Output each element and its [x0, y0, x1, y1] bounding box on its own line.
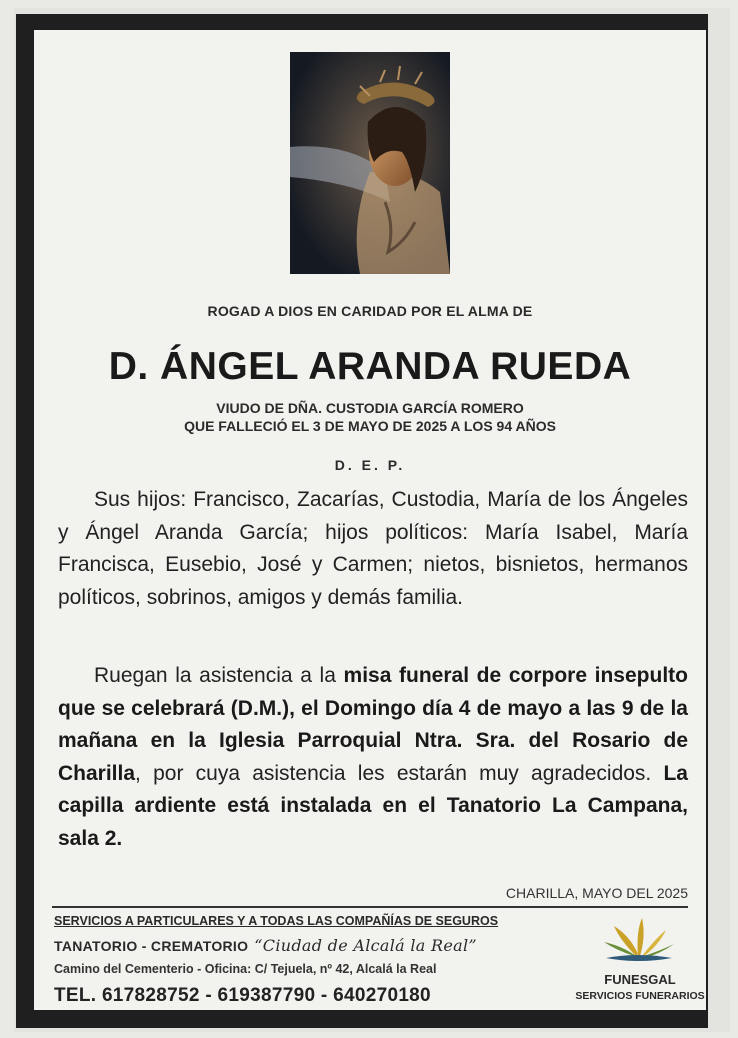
funeral-mass-details: misa funeral de corpore insepulto que se celebrará (D.M.), el Domingo día 4 de mayo a las 9 de la mañana en la Iglesia Parroquial Ntra. Sra. del Rosario de Charilla [58, 664, 688, 785]
deceased-name: D. ÁNGEL ARANDA RUEDA [108, 345, 632, 388]
death-date-line: QUE FALLECIÓ EL 3 DE MAYO DE 2025 A LOS 94 AÑOS [184, 418, 556, 434]
brand-name: FUNESGAL [604, 972, 676, 987]
phone-numbers: TEL. 617828752 - 619387790 - 640270180 [54, 985, 431, 1006]
funeral-intro: Ruegan la asistencia a la [94, 664, 344, 687]
tanatorio-label: TANATORIO - CREMATORIO [54, 938, 249, 954]
brand-subtitle: SERVICIOS FUNERARIOS [575, 990, 705, 1002]
place-date: CHARILLA, MAYO DEL 2025 [505, 885, 688, 901]
footer-divider [52, 906, 688, 908]
dep-line: D. E. P. [334, 457, 406, 473]
funeral-thanks: , por cuya asistencia les estarán muy agradecidos. [135, 761, 664, 785]
funeral-paragraph [58, 660, 688, 855]
crucified-christ-image [290, 52, 450, 274]
chapel-details: La capilla ardiente está instalada en el Tanatorio La Campana, sala 2. [58, 761, 688, 850]
services-line: SERVICIOS A PARTICULARES Y A TODAS LAS COMPAÑÍAS DE SEGUROS [54, 914, 499, 928]
tanatorio-name: “Ciudad de Alcalá la Real” [254, 936, 477, 955]
prayer-heading: ROGAD A DIOS EN CARIDAD POR EL ALMA DE [207, 303, 533, 319]
funesgal-logo-icon [596, 912, 680, 964]
widower-line: VIUDO DE DÑA. CUSTODIA GARCÍA ROMERO [216, 400, 524, 416]
address-line: Camino del Cementerio - Oficina: C/ Tejuela, nº 42, Alcalá la Real [54, 962, 437, 976]
family-paragraph: Sus hijos: Francisco, Zacarías, Custodia, María de los Ángeles y Ángel Aranda García; hijos políticos: María Isabel, María Francisca, Eusebio, José y Carmen; nietos, bisnietos, hermanos políticos, sobrinos, amigos y demás familia. [58, 488, 688, 609]
tanatorio-line [54, 936, 477, 955]
